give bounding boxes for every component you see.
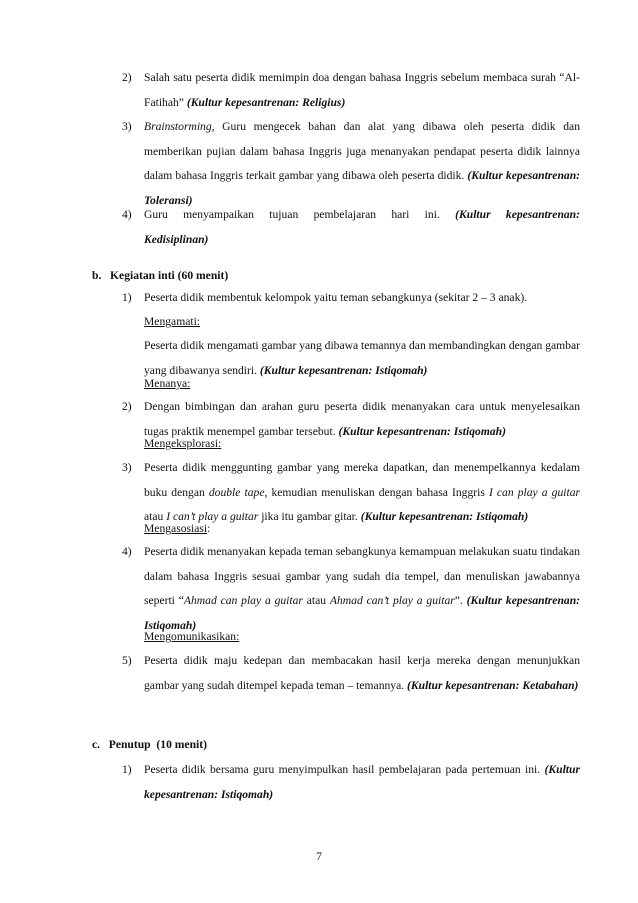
item-text: Salah satu peserta didik memimpin doa dengan bahasa Inggris sebelum membaca surah “Al-Fatihah” xyxy=(144,71,580,109)
list-item xyxy=(122,758,580,807)
item-text: Guru menyampaikan tujuan pembelajaran hari ini. xyxy=(144,208,440,221)
subsection-label: Mengasosiasi: xyxy=(144,522,211,535)
kultur-tag: (Kultur kepesantrenan: Toleransi) xyxy=(144,169,581,207)
item-text: Dengan bimbingan dan arahan guru peserta didik menanyakan cara untuk menyelesaikan tugas praktik menempel gambar tersebut. xyxy=(144,400,580,438)
kultur-tag: (Kultur kepesantrenan: Istiqomah) xyxy=(259,363,428,377)
list-number: 1) xyxy=(122,291,132,304)
list-item xyxy=(122,66,580,115)
subsection-label: Mengamati: xyxy=(144,315,201,328)
list-number: 3) xyxy=(122,461,132,474)
item-text: , Guru mengecek bahan dan alat yang dibawa oleh peserta didik dan memberikan pujian dalam bahasa Inggris juga menanyakan pendapat peserta didik lainnya dalam bahasa Inggris terkait gambar yang dibawa oleh peserta didik. xyxy=(144,120,580,182)
list-item xyxy=(122,649,580,698)
kultur-tag: (Kultur kepesantrenan: Ketabahan) xyxy=(407,678,579,692)
list-item: 3) Peserta didik menggunting gambar yang mereka dapatkan, dan menempelkannya kedalam buku dengan double tape, kemudian menuliskan dengan bahasa Inggris I can play a guitar atau I can’t play a guitar jika itu gambar gitar. (Kultur kepesantrenan: Istiqomah) xyxy=(122,456,580,530)
kultur-tag-continuation: Kedisiplinan) xyxy=(144,233,209,246)
kultur-tag: (Kultur kepesantrenan: Istiqomah) xyxy=(144,763,580,801)
item-text: Peserta didik membentuk kelompok yaitu teman sebangkunya (sekitar 2 – 3 anak). xyxy=(144,291,528,304)
list-item: 4) Peserta didik menanyakan kepada teman sebangkunya kemampuan melakukan suatu tindakan dalam bahasa Inggris sesuai gambar yang sudah dia tempel, dan menuliskan jawabannya seperti “Ahmad can play a guitar atau Ahmad can’t play a guitar”. (Kultur kepesantrenan: Istiqomah) xyxy=(122,540,580,638)
kultur-tag: (Kultur kepesantrenan: Istiqomah) xyxy=(338,424,506,438)
subsection-label: Menanya: xyxy=(144,377,191,390)
item-text: Peserta didik maju kedepan dan membacakan hasil kerja mereka dengan menunjukkan gambar yang sudah ditempel kepada teman – temannya. xyxy=(144,654,580,692)
kultur-tag: (Kultur kepesantrenan: Istiqomah) xyxy=(360,510,529,523)
list-item: 4) Guru menyampaikan tujuan pembelajaran hari ini. (Kultur kepesantrenan: xyxy=(122,203,580,228)
list-number: 5) xyxy=(122,654,132,667)
list-number: 4) xyxy=(122,545,132,558)
paragraph: Peserta didik mengamati gambar yang dibawa temannya dan membandingkan dengan gambar yang dibawanya sendiri. (Kultur kepesantrenan: Istiqomah) xyxy=(144,339,580,377)
list-item xyxy=(122,286,592,311)
section-heading: c. Penutup (10 menit) xyxy=(92,738,207,751)
page-number: 7 xyxy=(316,850,322,863)
subsection-label: Mengomunikasikan: xyxy=(144,630,240,643)
item-italic-lead: Brainstorming xyxy=(144,120,212,133)
item-text: Peserta didik bersama guru menyimpulkan hasil pembelajaran pada pertemuan ini. xyxy=(144,763,541,776)
kultur-tag: (Kultur kepesantrenan: Istiqomah) xyxy=(144,594,581,632)
kultur-tag: (Kultur kepesantrenan: Religius) xyxy=(186,95,346,109)
list-number: 2) xyxy=(122,71,132,84)
list-number: 4) xyxy=(122,208,132,221)
subsection-label: Mengeksplorasi: xyxy=(144,437,222,450)
list-number: 1) xyxy=(122,763,132,776)
list-number: 3) xyxy=(122,120,132,133)
list-number: 2) xyxy=(122,400,132,413)
list-item xyxy=(122,115,580,213)
section-heading: b. Kegiatan inti (60 menit) xyxy=(92,269,229,282)
